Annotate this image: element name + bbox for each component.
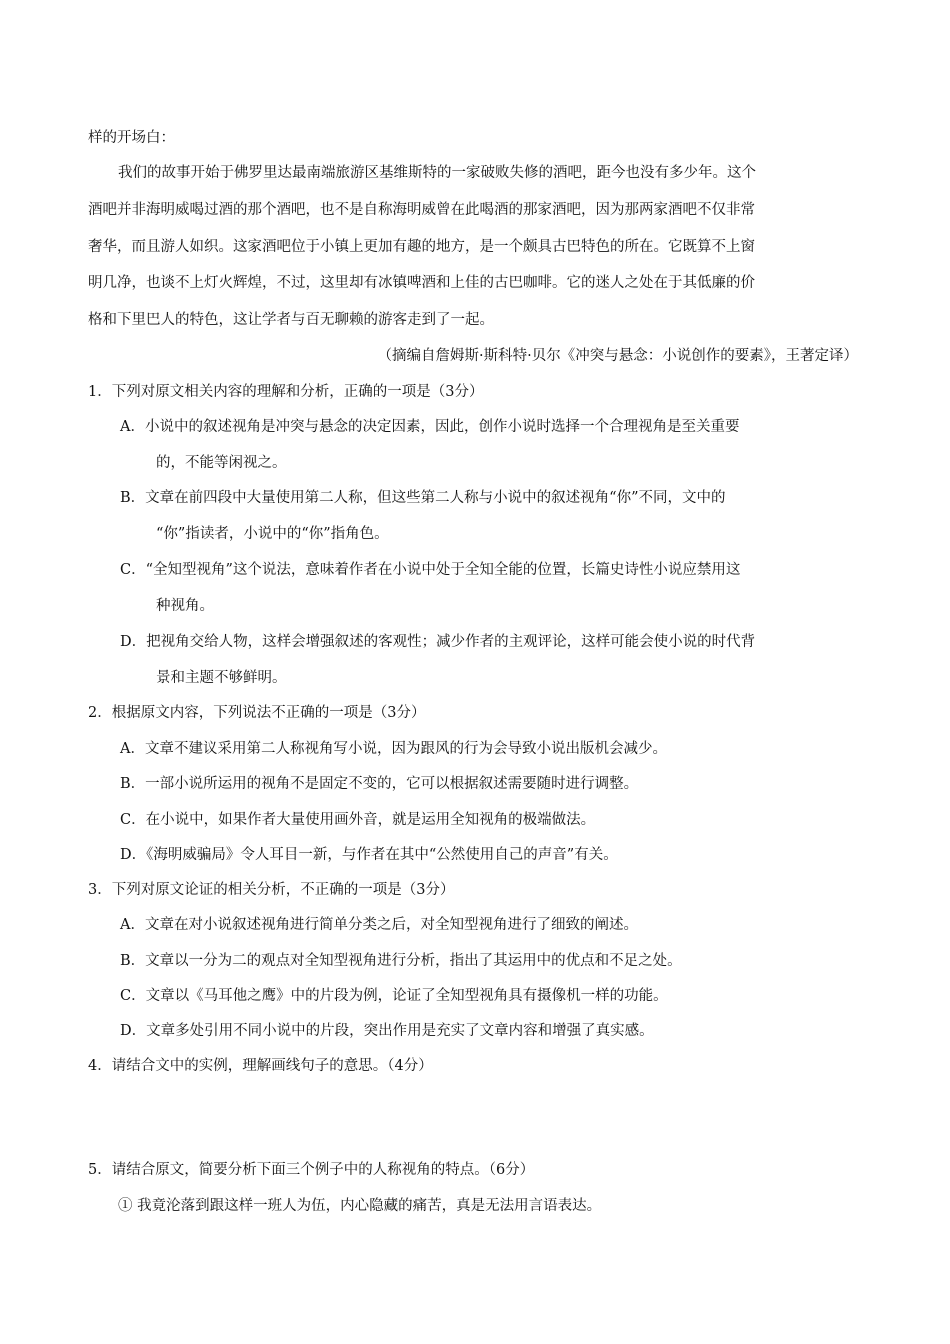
quote-line-1: 我们的故事开始于佛罗里达最南端旅游区基维斯特的一家破败失修的酒吧，距今也没有多少年。这个 (118, 165, 756, 181)
question-5-stem: 5．请结合原文，简要分析下面三个例子中的人称视角的特点。（6分） (88, 1162, 535, 1178)
question-5-example-1: ① 我竟沦落到跟这样一班人为伍，内心隐藏的痛苦，真是无法用言语表达。 (118, 1198, 602, 1214)
quote-line-3: 奢华，而且游人如织。这家酒吧位于小镇上更加有趣的地方，是一个颇具古巴特色的所在。它既算不上窗 (88, 239, 755, 255)
question-2-option-b: B．一部小说所运用的视角不是固定不变的，它可以根据叙述需要随时进行调整。 (120, 776, 639, 792)
quote-line-5: 格和下里巴人的特色，这让学者与百无聊赖的游客走到了一起。 (88, 312, 494, 328)
question-3-option-a: A．文章在对小说叙述视角进行简单分类之后，对全知型视角进行了细致的阐述。 (120, 917, 638, 933)
question-3-option-d: D．文章多处引用不同小说中的片段，突出作用是充实了文章内容和增强了真实感。 (120, 1023, 654, 1039)
source-citation: （摘编自詹姆斯·斯科特·贝尔《冲突与悬念：小说创作的要素》，王著定译） (377, 348, 858, 364)
question-1-stem: 1．下列对原文相关内容的理解和分析，正确的一项是（3分） (88, 384, 484, 400)
passage-line-start: 样的开场白： (88, 130, 175, 146)
question-2-option-d: D．《海明威骗局》令人耳目一新，与作者在其中“公然使用自己的声音”有关。 (120, 847, 618, 863)
question-3-option-c: C．文章以《马耳他之鹰》中的片段为例，论证了全知型视角具有摄像机一样的功能。 (120, 988, 668, 1004)
question-1-option-b-cont: “你”指读者，小说中的“你”指角色。 (156, 526, 389, 542)
question-1-option-c-cont: 种视角。 (156, 598, 214, 614)
question-3-stem: 3．下列对原文论证的相关分析，不正确的一项是（3分） (88, 882, 455, 898)
quote-line-4: 明几净，也谈不上灯火辉煌，不过，这里却有冰镇啤酒和上佳的古巴咖啡。它的迷人之处在于其低廉的价 (88, 275, 755, 291)
question-1-option-b: B．文章在前四段中大量使用第二人称，但这些第二人称与小说中的叙述视角“你”不同，文中的 (120, 490, 726, 506)
question-1-option-c: C．“全知型视角”这个说法，意味着作者在小说中处于全知全能的位置，长篇史诗性小说应禁用这 (120, 562, 741, 578)
question-1-option-d-cont: 景和主题不够鲜明。 (156, 670, 287, 686)
question-1-option-a-cont: 的，不能等闲视之。 (156, 455, 287, 471)
quote-line-2: 酒吧并非海明威喝过酒的那个酒吧，也不是自称海明威曾在此喝酒的那家酒吧，因为那两家酒吧不仅非常 (88, 202, 755, 218)
question-2-option-c: C．在小说中，如果作者大量使用画外音，就是运用全知视角的极端做法。 (120, 812, 596, 828)
question-1-option-a: A．小说中的叙述视角是冲突与悬念的决定因素，因此，创作小说时选择一个合理视角是至关重要 (120, 419, 740, 435)
question-4-stem: 4．请结合文中的实例，理解画线句子的意思。（4分） (88, 1058, 433, 1074)
question-1-option-d: D．把视角交给人物，这样会增强叙述的客观性；减少作者的主观评论，这样可能会使小说的时代背 (120, 634, 756, 650)
question-2-option-a: A．文章不建议采用第二人称视角写小说，因为跟风的行为会导致小说出版机会减少。 (120, 741, 667, 757)
question-3-option-b: B．文章以一分为二的观点对全知型视角进行分析，指出了其运用中的优点和不足之处。 (120, 953, 682, 969)
question-2-stem: 2．根据原文内容，下列说法不正确的一项是（3分） (88, 705, 426, 721)
